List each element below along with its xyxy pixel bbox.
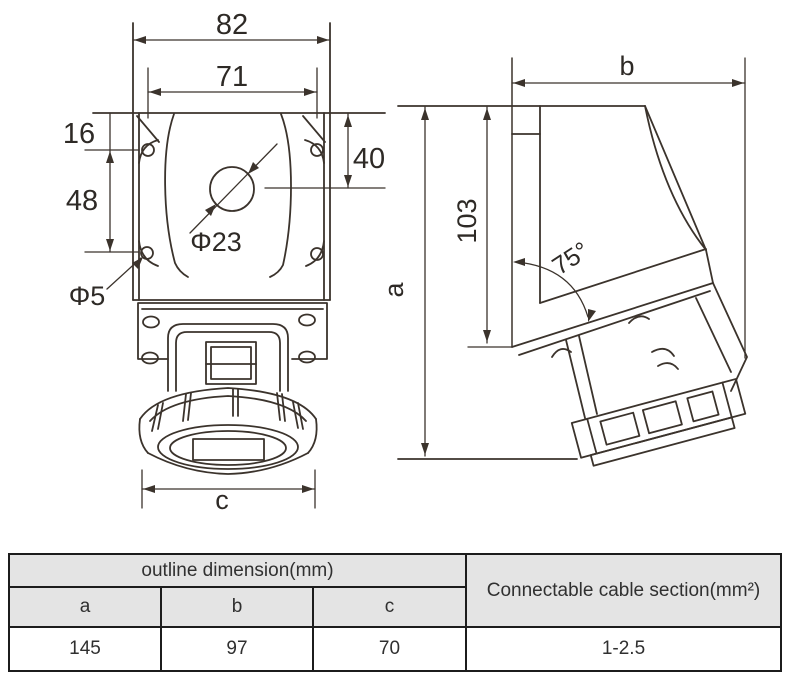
label-b: b (619, 51, 635, 81)
value-a-text: 145 (69, 638, 101, 659)
col-header-b (162, 588, 314, 628)
arrow-c-right (302, 485, 314, 493)
label-75deg: 75° (547, 236, 595, 281)
arrow-b-right (732, 79, 744, 87)
side-housing-right-lower (706, 250, 713, 283)
arrow-48-bottom (106, 239, 114, 251)
value-cable-text: 1-2.5 (601, 638, 646, 659)
label-82: 82 (215, 9, 249, 41)
side-dimension-lines (425, 83, 745, 456)
flange-slot-top-right (299, 315, 315, 326)
label-phi5: Φ5 (68, 281, 106, 311)
arrow-82-left (134, 36, 146, 44)
side-face-line (512, 283, 713, 347)
arrow-82-right (317, 36, 329, 44)
value-cable (467, 628, 780, 670)
arrow-phi23-lower (205, 204, 216, 216)
col-header-c (314, 588, 467, 628)
front-cover-curve-left (165, 114, 188, 277)
label-40: 40 (352, 143, 386, 175)
outline-dimension-header (10, 555, 467, 588)
cup-window-inner (211, 347, 251, 379)
side-cap-ring (572, 379, 748, 468)
front-cover-curve-right (270, 114, 291, 277)
side-gland-edges (696, 283, 747, 391)
cap-ring-bottom (148, 453, 308, 474)
side-cap-slot-3 (687, 391, 718, 421)
flange-slot-bottom-right (299, 352, 315, 363)
value-c-text: 70 (378, 638, 401, 659)
arrow-c-left (143, 485, 155, 493)
center-hole-diameter-leader (190, 144, 277, 233)
value-c (314, 628, 467, 670)
side-barrel (566, 336, 597, 418)
side-housing-right-chamfer (645, 106, 706, 250)
arrow-b-left (513, 79, 525, 87)
cap-ring-outer-top (140, 388, 316, 419)
front-dimension-lines (85, 40, 348, 508)
label-48: 48 (65, 185, 99, 217)
front-corner-gusset-left (137, 116, 159, 142)
side-cap-lip (591, 417, 735, 465)
front-view (85, 23, 385, 508)
arrow-a-bottom (421, 443, 429, 455)
cap-slot (193, 439, 264, 460)
arrow-angle-left (513, 258, 525, 266)
arrow-48-top (106, 151, 114, 163)
cap-ring-right (308, 419, 317, 453)
cup-window-outer (206, 342, 256, 384)
col-header-c-text: c (384, 596, 395, 617)
label-c: c (215, 485, 229, 515)
label-a: a (379, 282, 409, 298)
arrow-71-left (149, 88, 161, 96)
arrow-40-bottom (344, 175, 352, 187)
arrow-103-top (483, 108, 491, 120)
arrow-71-right (304, 88, 316, 96)
flange-outline (138, 303, 327, 359)
arrow-103-bottom (483, 330, 491, 342)
side-cap-end-lines (587, 383, 732, 454)
value-b (162, 628, 314, 670)
arrow-40-top (344, 115, 352, 127)
label-16: 16 (62, 118, 96, 150)
cup-inner (176, 332, 280, 391)
flange-slot-bottom-left (142, 353, 158, 364)
side-gland-arcs (652, 349, 678, 369)
cup-outer (168, 324, 288, 391)
spec-table (8, 553, 782, 672)
arrow-a-top (421, 108, 429, 120)
side-cap-slot-1 (600, 413, 639, 445)
cap-ring-left (139, 419, 148, 453)
label-71: 71 (215, 61, 249, 93)
cable-section-header (467, 555, 780, 628)
side-latch-arcs (552, 316, 649, 357)
flange-slot-top-left (143, 317, 159, 328)
label-phi23: Φ23 (190, 227, 242, 257)
side-cap-band (572, 379, 746, 458)
label-103: 103 (452, 198, 482, 244)
value-b-text: 97 (226, 638, 248, 659)
col-header-a (10, 588, 162, 628)
front-corner-gusset-right (303, 116, 325, 142)
col-header-b-text: b (231, 596, 243, 617)
col-header-a-text: a (79, 596, 91, 617)
side-cap-slot-2 (643, 401, 682, 433)
outline-dimension-header-text: outline dimension(mm) (141, 559, 334, 581)
cable-section-header-text: Connectable cable section(mm²) (486, 579, 761, 601)
value-a (10, 628, 162, 670)
